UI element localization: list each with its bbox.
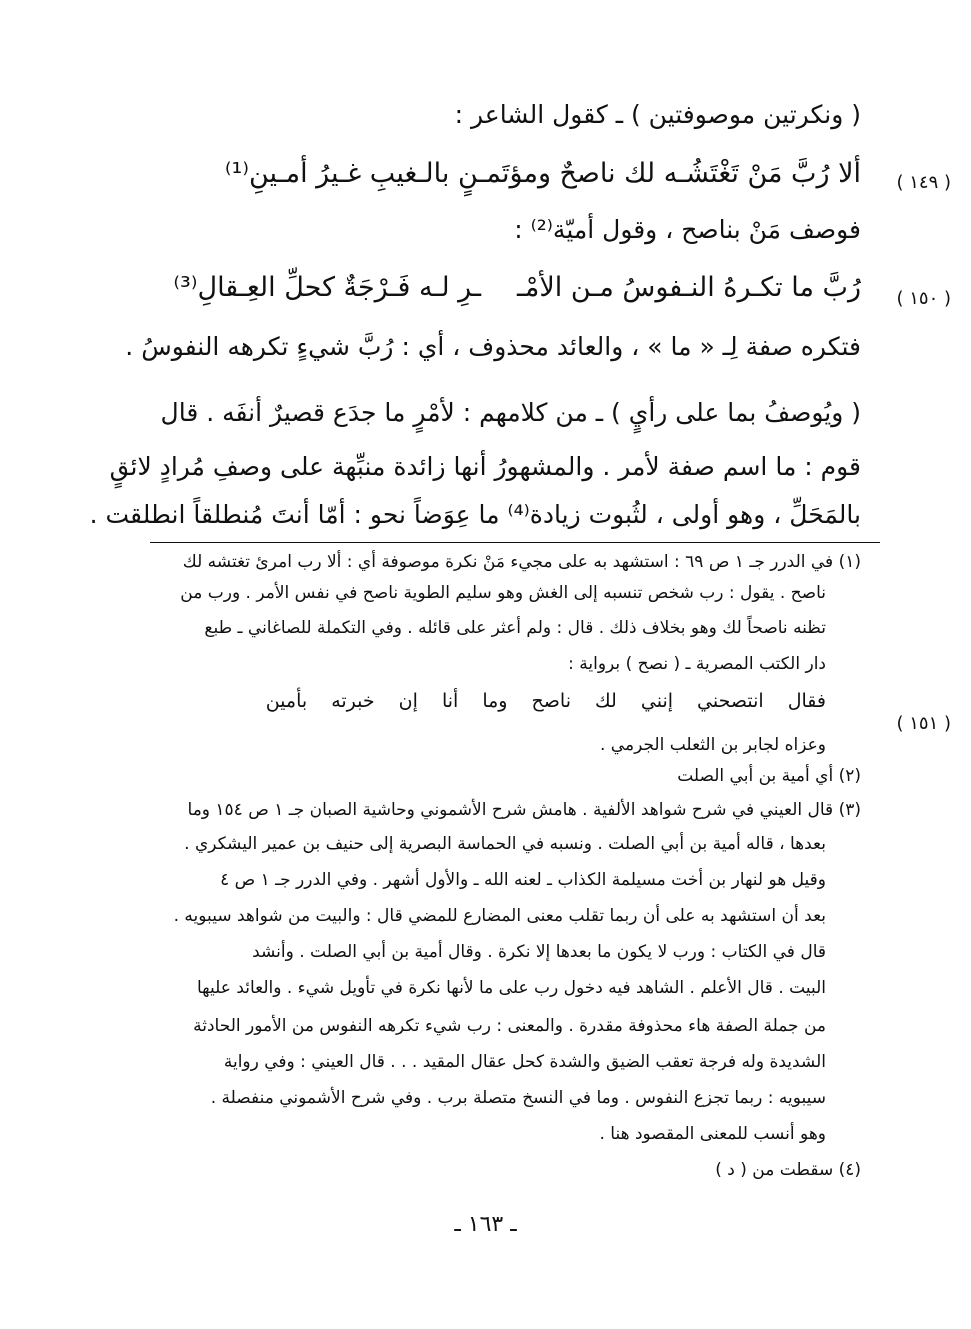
main-line-after-150: فتكره صفة لِـ « ما » ، والعائد محذوف ، أي : رُبَّ شيءٍ تكرهه النفوسُ . <box>125 332 861 361</box>
footnote-3-line-10: وهو أنسب للمعنى المقصود هنا . <box>599 1124 826 1144</box>
footnote-3-line-7: من جملة الصفة هاء محذوفة مقدرة . والمعنى : رب شيء تكرهه النفوس من الأمور الحادثة <box>193 1016 826 1036</box>
verse-149-hemistich-1: ألا رُبَّ مَنْ تَغْتَشُـه لك ناصحٌ <box>559 158 861 189</box>
footnote-3-line-8: الشديدة وله فرجة تعقب الضيق والشدة كحل عقال المقيد . . . قال العيني : وفي رواية <box>223 1052 826 1072</box>
footnote-1-line-1: (١) في الدرر جـ ١ ص ٦٩ : استشهد به على مجيء مَنْ نكرة موصوفة أي : ألا رب امرئ تغتشه لك <box>182 552 861 572</box>
footnote-3-line-9: سيبويه : ربما تجزع النفوس . وما في النسخ متصلة برب . وفي شرح الأشموني منفصلة . <box>210 1088 826 1108</box>
footnote-3-line-3: وقيل هو لنهار بن أخت مسيلمة الكذاب ـ لعنه الله ـ والأول أشهر . وفي الدرر جـ ١ ص ٤ <box>220 870 826 890</box>
para2-line-3: بالمَحَلِّ ، وهو أولى ، لثُبوت زيادة⁽⁴⁾ ما عِوَضاً نحو : أمّا أنتَ مُنطلقاً انطلقت . <box>89 500 861 529</box>
footnote-3-line-6: البيت . قال الأعلم . الشاهد فيه دخول رب على ما لأنها نكرة في تأويل شيء . والعائد عليها <box>197 978 826 998</box>
footnote-1-line-4: دار الكتب المصرية ـ ( نصح ) برواية : <box>568 654 826 674</box>
verse-150-hemistich-1: رُبَّ ما تكـرهُ النـفوسُ مـن الأمْـ <box>517 272 861 303</box>
footnote-3-line-4: بعد أن استشهد به على أن ربما تقلب معنى المضارع للمضي قال : والبيت من شواهد سيبويه . <box>173 906 826 926</box>
footnote-1-end: وعزاه لجابر بن الثعلب الجرمي . <box>600 735 826 755</box>
footnote-1-line-2: ناصح . يقول : رب شخص تنسبه إلى الغش وهو سليم الطوية ناصح في نفس الأمر . ورب من <box>180 583 826 603</box>
verse-151-text: فقال انتصحني إنني لك ناصح وما أنا إن خبرته بأمين <box>265 690 826 712</box>
footnote-2: (٢) أي أمية بن أبي الصلت <box>677 766 861 786</box>
main-line-after-149: فوصف مَنْ بناصح ، وقول أميّة⁽²⁾ : <box>514 215 861 244</box>
verse-number-149: ( ١٤٩ ) <box>896 172 951 193</box>
footnote-1-line-3: تظنه ناصحاً لك وهو بخلاف ذلك . قال : ولم أعثر على قائله . وفي التكملة للصاغاني ـ طبع <box>204 618 826 638</box>
para2-line-2: قوم : ما اسم صفة لأمر . والمشهورُ أنها زائدة منبِّهة على وصفِ مُرادٍ لائقٍ <box>109 452 861 481</box>
verse-149-hemistich-2: ومؤتَمـنٍ بالـغيبِ غـيرُ أمـينِ⁽¹⁾ <box>224 158 551 189</box>
main-line-1: ( ونكرتين موصوفتين ) ـ كقول الشاعر : <box>454 100 861 129</box>
footnote-divider <box>150 542 880 543</box>
verse-150-hemistich-2: ـرِ لـه فَـرْجَةٌ كحلِّ العِـقالِ⁽³⁾ <box>173 272 481 303</box>
footnote-3-line-2: بعدها ، قاله أمية بن أبي الصلت . ونسبه في الحماسة البصرية إلى حنيف بن عمير اليشكري . <box>184 834 826 854</box>
verse-number-151: ( ١٥١ ) <box>896 713 951 734</box>
footnote-3-line-1: (٣) قال العيني في شرح شواهد الألفية . هامش شرح الأشموني وحاشية الصبان جـ ١ ص ١٥٤ وما <box>187 800 861 820</box>
verse-number-150: ( ١٥٠ ) <box>896 288 951 309</box>
footnote-4: (٤) سقطت من ( د ) <box>715 1160 861 1180</box>
para2-line-1: ( ويُوصفُ بما على رأيٍ ) ـ من كلامهم : لأمْرٍ ما جدَع قصيرٌ أنفَه . قال <box>160 398 861 427</box>
page-number: ـ ١٦٣ ـ <box>454 1212 517 1237</box>
footnote-3-line-5: قال في الكتاب : ورب لا يكون ما بعدها إلا نكرة . وقال أمية بن أبي الصلت . وأنشد <box>252 942 826 962</box>
